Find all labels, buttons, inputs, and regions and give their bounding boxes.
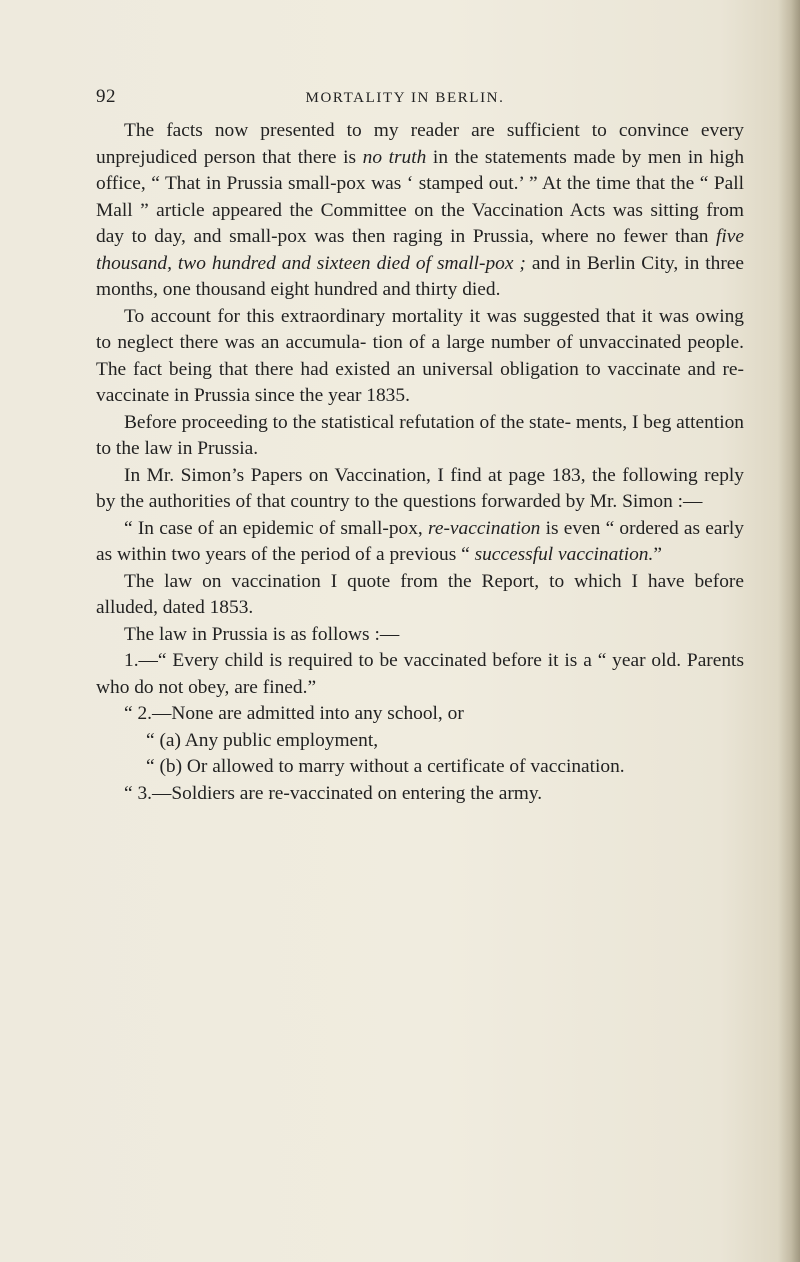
- italic-text: successful vaccination.: [474, 544, 654, 565]
- paragraph: [96, 410, 744, 463]
- italic-text: re-vaccination: [428, 517, 541, 539]
- paragraph: [96, 781, 744, 808]
- text-run: “ 3.—Soldiers are re-vaccinated on entering the army.: [124, 782, 543, 804]
- text-run: “ (b) Or allowed to marry without a certificate of vaccination.: [146, 756, 625, 777]
- text-run: The law on vaccination I quote from the Report, to which I have before alluded, dated 1853.: [96, 570, 744, 618]
- paragraph: [96, 118, 744, 304]
- page-edge-shadow: [778, 0, 800, 1262]
- paragraph: [96, 463, 744, 516]
- text-run: is even “ ordered as early as within two years of the period of a previous “: [96, 517, 744, 565]
- paragraph: [96, 622, 744, 649]
- paragraph: [96, 304, 744, 410]
- text-run: 1.—“ Every child is required to be vaccinated before it is a “ year old. Parents who do not obey, are fined.”: [96, 650, 744, 698]
- paragraph: [96, 701, 744, 728]
- paragraph: [96, 516, 744, 569]
- text-run: and in Berlin City, in three months, one thousand eight hundred and thirty died.: [96, 252, 744, 300]
- text-run: “ (a) Any public employment,: [146, 729, 379, 751]
- body-text: [96, 118, 744, 807]
- text-run: In Mr. Simon’s Papers on Vaccination, I find at page 183, the following reply by the authorities of that country to the questions forwarded by Mr. Simon :—: [96, 464, 744, 512]
- page-number: 92: [96, 86, 116, 107]
- text-run: “ 2.—None are admitted into any school, or: [124, 703, 464, 724]
- paragraph: [96, 648, 744, 701]
- paragraph: [96, 569, 744, 622]
- text-run: in the statements made by men in high office, “ That in Prussia small-pox was ‘ stamped out.’ ” At the time that the “ Pall Mall ” article appeared the Committee on the Vaccination Acts was sitting from day to day, and small-pox was then raging in Prussia, where no fewer than: [96, 146, 745, 247]
- text-run: Before proceeding to the statistical refutation of the state- ments, I beg attention to the law in Prussia.: [96, 411, 744, 459]
- text-run: The law in Prussia is as follows :—: [124, 623, 400, 645]
- text-run: ”: [653, 544, 662, 565]
- text-run: “ In case of an epidemic of small-pox,: [124, 517, 429, 539]
- paragraph: [96, 754, 744, 781]
- italic-text: no truth: [362, 146, 427, 168]
- text-run: To account for this extraordinary mortality it was suggested that it was owing to neglect there was an accumula- tion of a large number of unvaccinated people. The fact being that there had existed an universal obligation to vaccinate and re-vaccinate in Prussia since the year 1835.: [96, 305, 744, 406]
- running-title: MORTALITY IN BERLIN.: [305, 90, 505, 106]
- paragraph: [96, 728, 744, 755]
- italic-text: five thousand, two hundred and sixteen died of small-pox ;: [96, 226, 744, 274]
- text-run: The facts now presented to my reader are sufficient to convince every unprejudiced person that there is: [96, 120, 744, 168]
